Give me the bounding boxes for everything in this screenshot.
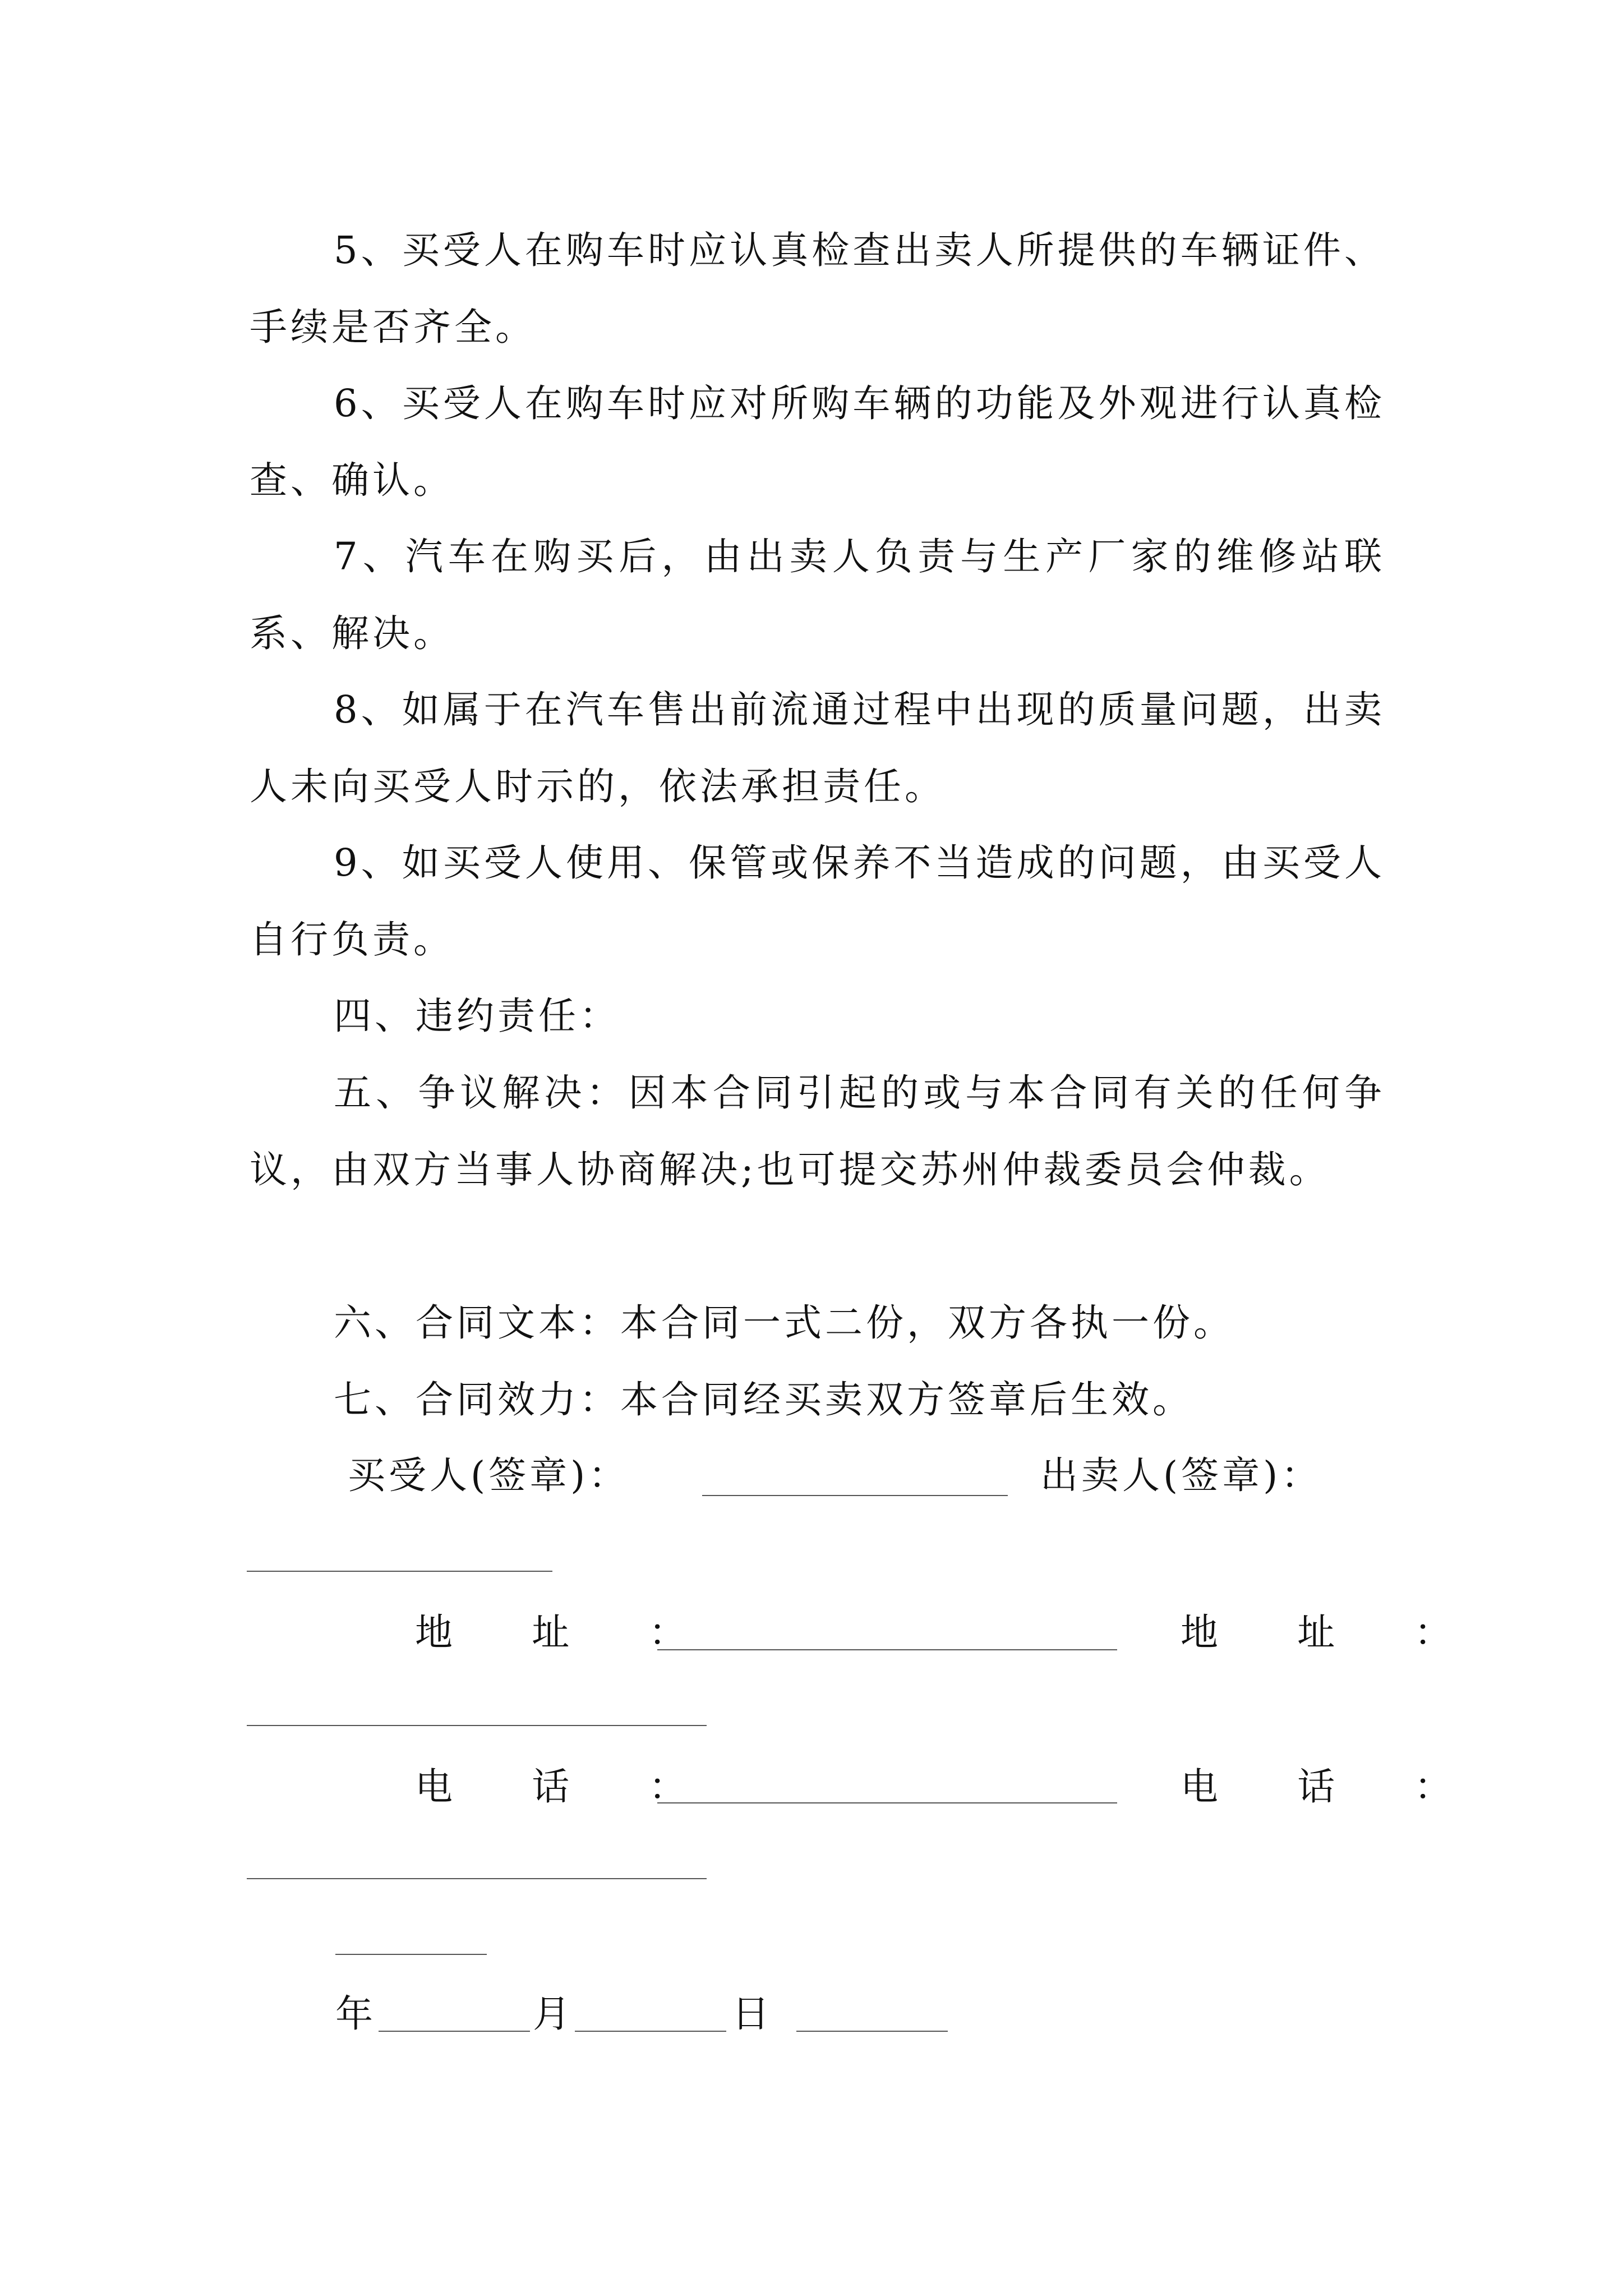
buyer-phone-label: 电 话 ： xyxy=(415,1765,720,1809)
buyer-phone-line[interactable] xyxy=(657,1802,1117,1803)
date-day-blank[interactable] xyxy=(575,2031,726,2032)
date-day-label: 日 xyxy=(732,1992,773,2036)
date-trailing-blank[interactable] xyxy=(796,2031,948,2032)
date-month-blank[interactable] xyxy=(379,2031,530,2032)
section-contract-effect: 七、合同效力：本合同经买卖双方签章后生效。 xyxy=(334,1378,1193,1421)
buyer-signature-line[interactable] xyxy=(702,1495,1008,1496)
seller-phone-line[interactable] xyxy=(247,1878,707,1879)
buyer-address-line[interactable] xyxy=(657,1649,1117,1650)
date-month-label: 月 xyxy=(533,1992,574,2036)
section-contract-copies: 六、合同文本：本合同一式二份，双方各执一份。 xyxy=(334,1301,1234,1345)
seller-phone-label: 电 话 ： xyxy=(1181,1765,1486,1809)
section-breach-liability: 四、违约责任： xyxy=(334,994,620,1038)
seller-signature-label: 出卖人(签章)： xyxy=(1040,1453,1322,1497)
buyer-signature-label: 买受人(签章)： xyxy=(348,1453,630,1497)
buyer-address-label: 地 址 ： xyxy=(415,1611,720,1654)
clause-8: 8、如属于在汽车售出前流通过程中出现的质量问题，出卖人未向买受人时示的，依法承担责任。 xyxy=(250,688,1385,808)
seller-address-label: 地 址 ： xyxy=(1181,1611,1486,1654)
date-year-label: 年 xyxy=(335,1992,376,2036)
extra-blank-line[interactable] xyxy=(335,1954,487,1955)
clause-9: 9、如买受人使用、保管或保养不当造成的问题，由买受人自行负责。 xyxy=(250,841,1385,961)
clause-5: 5、买受人在购车时应认真检查出卖人所提供的车辆证件、手续是否齐全。 xyxy=(250,228,1385,349)
section-dispute-resolution: 五、争议解决：因本合同引起的或与本合同有关的任何争议，由双方当事人协商解决;也可提交苏州仲裁委员会仲裁。 xyxy=(250,1071,1385,1191)
clause-6: 6、买受人在购车时应对所购车辆的功能及外观进行认真检查、确认。 xyxy=(250,381,1385,502)
seller-signature-line[interactable] xyxy=(247,1571,552,1572)
clause-7: 7、汽车在购买后，由出卖人负责与生产厂家的维修站联系、解决。 xyxy=(250,535,1385,655)
seller-address-line[interactable] xyxy=(247,1725,707,1726)
